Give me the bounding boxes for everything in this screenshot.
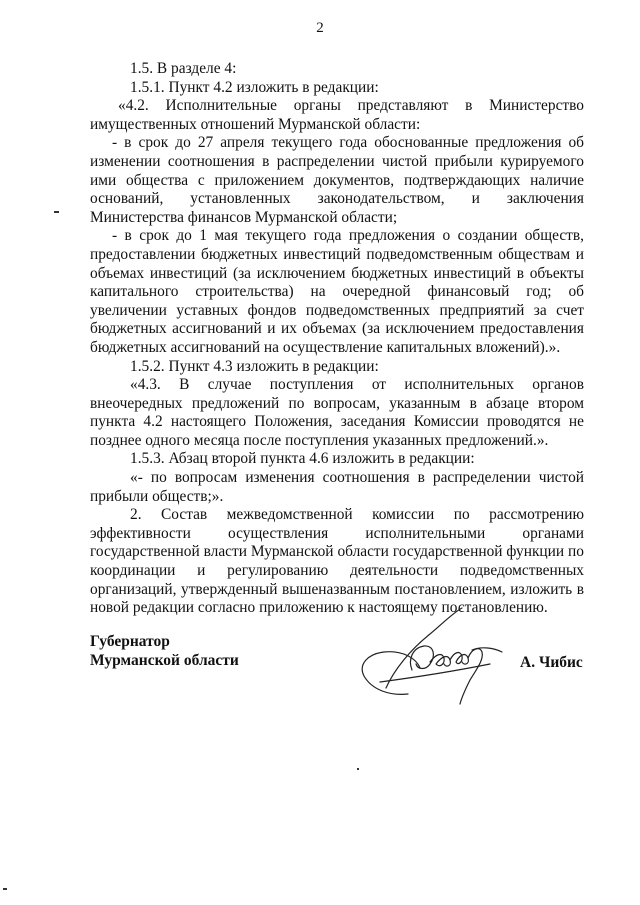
- signatory-title-line2: Мурманской области: [90, 652, 239, 669]
- signatory-title-line1: Губернатор: [90, 633, 170, 650]
- signatory-name: А. Чибис: [520, 654, 583, 671]
- paragraph-section-heading: 1.5. В разделе 4:: [130, 60, 237, 77]
- scan-speck: [3, 888, 7, 890]
- paragraph-bullet-may: - в срок до 1 мая текущего года предложения о создании обществ, предоставлении бюджетных инвестиций подведомственным обществам и объемах инвестиций (за исключением бюджетных инвестиций в объекты капитального строительства) на очередной финансовый год; об увеличении уставных фондов подведомственных предприятий за счет бюджетных ассигнований и их объемах (за исключением предоставления бюджетных ассигнований на осуществление капитальных вложений).».: [90, 227, 584, 356]
- document-body: [90, 60, 584, 618]
- paragraph-item-2: 2. Состав межведомственной комиссии по рассмотрению эффективности осуществления исполнительными органами государственной власти Мурманской области государственной функции по координации и регулированию деятельности подведомственных организаций, утвержденный вышеназванным постановлением, изложить в новой редакции согласно приложению к настоящему постановлению.: [90, 506, 584, 617]
- scan-speck: [54, 211, 59, 213]
- paragraph-clause-4-6: «- по вопросам изменения соотношения в распределении чистой прибыли обществ;».: [90, 469, 584, 505]
- handwritten-signature: [350, 600, 520, 710]
- scan-speck: [357, 768, 359, 770]
- paragraph-item-1-5-1: 1.5.1. Пункт 4.2 изложить в редакции:: [130, 78, 379, 96]
- paragraph-item-1-5-2: 1.5.2. Пункт 4.3 изложить в редакции:: [130, 357, 379, 375]
- paragraph-clause-4-3: «4.3. В случае поступления от исполнительных органов внеочередных предложений по вопросам, указанным в абзаце втором пункта 4.2 настоящего Положения, заседания Комиссии проводятся не позднее одного месяца после поступления указанных предложений.».: [90, 376, 584, 449]
- paragraph-clause-4-2: «4.2. Исполнительные органы представляют в Министерство имущественных отношений Мурманской области:: [90, 97, 584, 133]
- paragraph-item-1-5-3: 1.5.3. Абзац второй пункта 4.6 изложить в редакции:: [130, 450, 475, 468]
- paragraph-bullet-april: - в срок до 27 апреля текущего года обоснованные предложения об изменении соотношения в распределении чистой прибыли курируемого ими общества с приложением документов, подтверждающих наличие оснований, установленных законодательством, и заключения Министерства финансов Мурманской области;: [90, 134, 584, 226]
- signatory-title: [90, 632, 239, 670]
- page-number: 2: [316, 20, 324, 36]
